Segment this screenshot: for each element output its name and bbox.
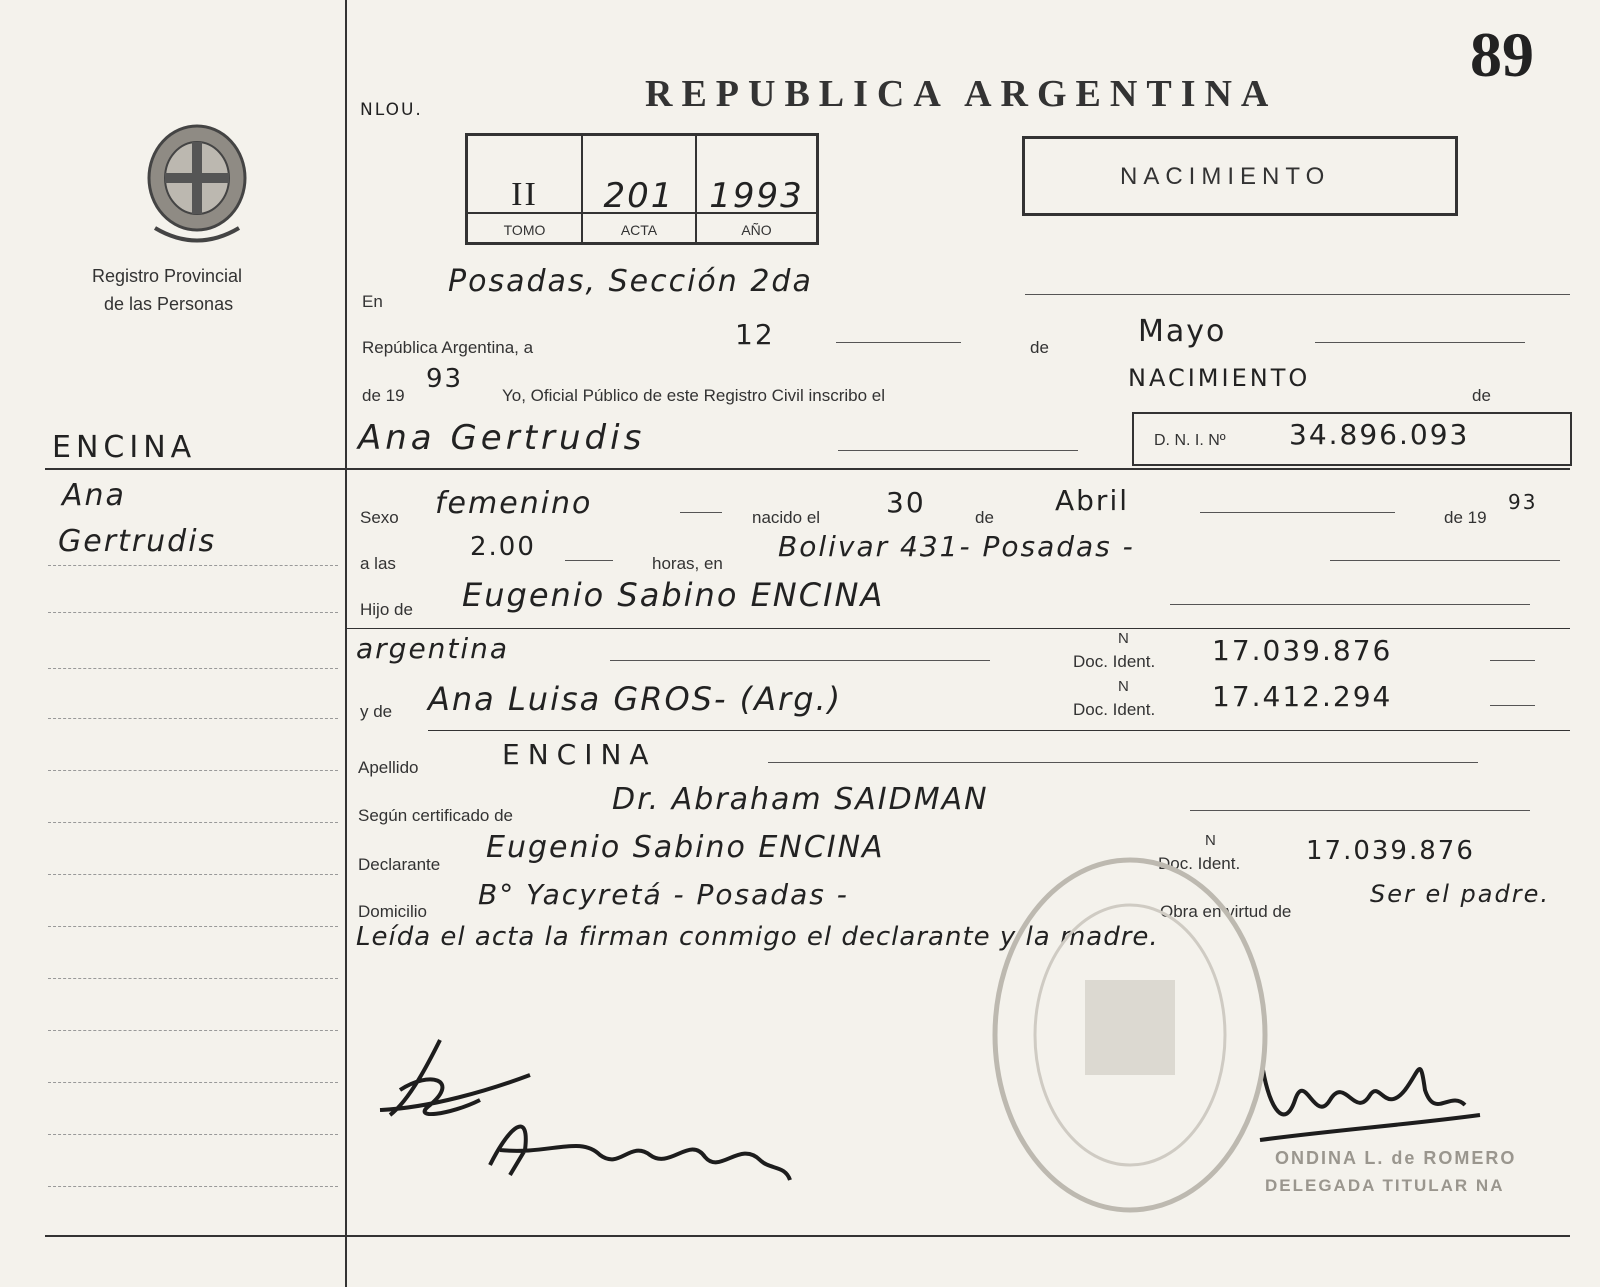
document-type: NACIMIENTO xyxy=(1120,163,1331,190)
apellido-value: ENCINA xyxy=(502,738,657,771)
domicilio-value: B° Yacyretá - Posadas - xyxy=(478,878,849,911)
fill-line xyxy=(1200,512,1395,513)
left-dotted-line xyxy=(48,668,338,669)
hijo-label: Hijo de xyxy=(360,600,413,619)
mother-signature xyxy=(470,1095,800,1190)
month-value: Mayo xyxy=(1138,314,1227,349)
provincial-emblem xyxy=(140,118,255,248)
fill-line xyxy=(1330,560,1560,561)
fill-line xyxy=(1170,604,1530,605)
mother-doc-n: N xyxy=(1118,678,1129,695)
fill-line xyxy=(768,762,1478,763)
left-given-name-1: Ana xyxy=(62,478,126,513)
mother-name: Ana Luisa GROS- (Arg.) xyxy=(428,680,843,718)
margin-divider xyxy=(345,0,347,1287)
birth-month: Abril xyxy=(1055,484,1129,517)
registry-number-table xyxy=(465,133,819,245)
left-dotted-line xyxy=(48,1186,338,1187)
left-dotted-line xyxy=(48,1134,338,1135)
ano-label: AÑO xyxy=(741,222,772,238)
mother-doc: 17.412.294 xyxy=(1212,680,1393,713)
left-dotted-line xyxy=(48,1030,338,1031)
office-name-line1: Registro Provincial xyxy=(92,266,243,286)
inscribe-de-label: de xyxy=(1472,386,1491,405)
office-name-line2: de las Personas xyxy=(104,294,234,314)
dni-box xyxy=(1132,412,1572,466)
republica-label: República Argentina, a xyxy=(362,338,534,357)
fill-line xyxy=(680,512,722,513)
domicilio-label: Domicilio xyxy=(358,902,427,921)
left-dotted-line xyxy=(48,718,338,719)
left-surname: ENCINA xyxy=(52,430,197,465)
segun-label: Según certificado de xyxy=(358,806,513,825)
official-signature xyxy=(1255,1030,1485,1150)
nacido-label: nacido el xyxy=(752,508,821,527)
day-value: 12 xyxy=(735,318,775,351)
fill-line xyxy=(1315,342,1525,343)
fill-line xyxy=(1025,294,1570,295)
official-seal xyxy=(985,850,1275,1220)
father-nationality: argentina xyxy=(356,632,510,665)
sexo-value: femenino xyxy=(435,486,593,521)
left-dotted-line xyxy=(48,770,338,771)
section-rule xyxy=(345,628,1570,629)
dni-label: D. N. I. Nº xyxy=(1154,432,1226,449)
birth-place: Bolivar 431- Posadas - xyxy=(778,530,1135,563)
declarante-doc-n: N xyxy=(1205,832,1216,849)
hour-value: 2.00 xyxy=(470,532,536,562)
acta-label: ACTA xyxy=(620,222,658,238)
ano-value: 1993 xyxy=(709,176,804,216)
table-divider xyxy=(468,212,816,214)
left-rule-top xyxy=(45,468,1570,470)
father-doc: 17.039.876 xyxy=(1212,634,1393,667)
inscribe-value: NACIMIENTO xyxy=(1128,364,1311,392)
left-dotted-line xyxy=(48,1082,338,1083)
alas-label: a las xyxy=(360,554,396,573)
left-dotted-line xyxy=(48,978,338,979)
obra-value: Ser el padre. xyxy=(1370,880,1550,908)
fill-line xyxy=(1190,810,1530,811)
doctor-value: Dr. Abraham SAIDMAN xyxy=(612,782,989,817)
tomo-label: TOMO xyxy=(503,222,546,238)
dni-value: 34.896.093 xyxy=(1289,418,1470,451)
left-dotted-line xyxy=(48,822,338,823)
section-rule xyxy=(428,730,1570,731)
left-dotted-line xyxy=(48,565,338,566)
father-doc-label: Doc. Ident. xyxy=(1073,652,1156,671)
mother-doc-label: Doc. Ident. xyxy=(1073,700,1156,719)
official-name: ONDINA L. de ROMERO xyxy=(1275,1148,1517,1168)
father-doc-n: N xyxy=(1118,630,1129,647)
year-prefix: de 19 xyxy=(362,386,405,405)
left-dotted-line xyxy=(48,874,338,875)
bottom-rule xyxy=(45,1235,1570,1237)
birth-month-de-label: de xyxy=(975,508,994,527)
father-name: Eugenio Sabino ENCINA xyxy=(462,576,885,614)
page-number: 89 xyxy=(1470,19,1534,90)
tomo-value: II xyxy=(511,176,538,213)
acta-cell xyxy=(583,136,697,242)
child-name: Ana Gertrudis xyxy=(358,418,646,458)
fill-line xyxy=(610,660,990,661)
ano-cell xyxy=(697,136,816,242)
declarante-doc-label: Doc. Ident. xyxy=(1158,854,1241,873)
document-type-box xyxy=(1022,136,1458,216)
birth-day: 30 xyxy=(886,486,926,519)
corner-note: NLOU. xyxy=(360,100,423,120)
horas-label: horas, en xyxy=(652,554,723,573)
left-dotted-line xyxy=(48,926,338,927)
acta-value: 201 xyxy=(603,176,675,216)
declarante-value: Eugenio Sabino ENCINA xyxy=(486,830,885,865)
left-given-name-2: Gertrudis xyxy=(58,524,217,559)
declarante-doc: 17.039.876 xyxy=(1306,836,1475,866)
month-de-label: de xyxy=(1030,338,1049,357)
document-country-title: REPUBLICA ARGENTINA xyxy=(645,73,1278,115)
left-dotted-line xyxy=(48,612,338,613)
obra-label: Obra en virtud de xyxy=(1160,902,1292,921)
fill-line xyxy=(838,450,1078,451)
fill-line xyxy=(836,342,961,343)
birth-year: 93 xyxy=(1508,490,1538,514)
official-title: DELEGADA TITULAR NA xyxy=(1265,1176,1505,1195)
birth-year-prefix: de 19 xyxy=(1444,508,1487,527)
yde-label: y de xyxy=(360,702,393,721)
reading-statement: Leída el acta la firman conmigo el declarante y la madre. xyxy=(356,922,1159,952)
apellido-label: Apellido xyxy=(358,758,419,777)
sexo-label: Sexo xyxy=(360,508,399,527)
year-value: 93 xyxy=(426,364,464,394)
en-label: En xyxy=(362,292,383,311)
tomo-cell xyxy=(468,136,583,242)
fill-line xyxy=(1490,660,1535,661)
fill-line xyxy=(1490,705,1535,706)
oficial-text: Yo, Oficial Público de este Registro Civil inscribo el xyxy=(502,386,885,405)
en-value: Posadas, Sección 2da xyxy=(448,264,813,299)
declarante-label: Declarante xyxy=(358,855,441,874)
fill-line xyxy=(565,560,613,561)
